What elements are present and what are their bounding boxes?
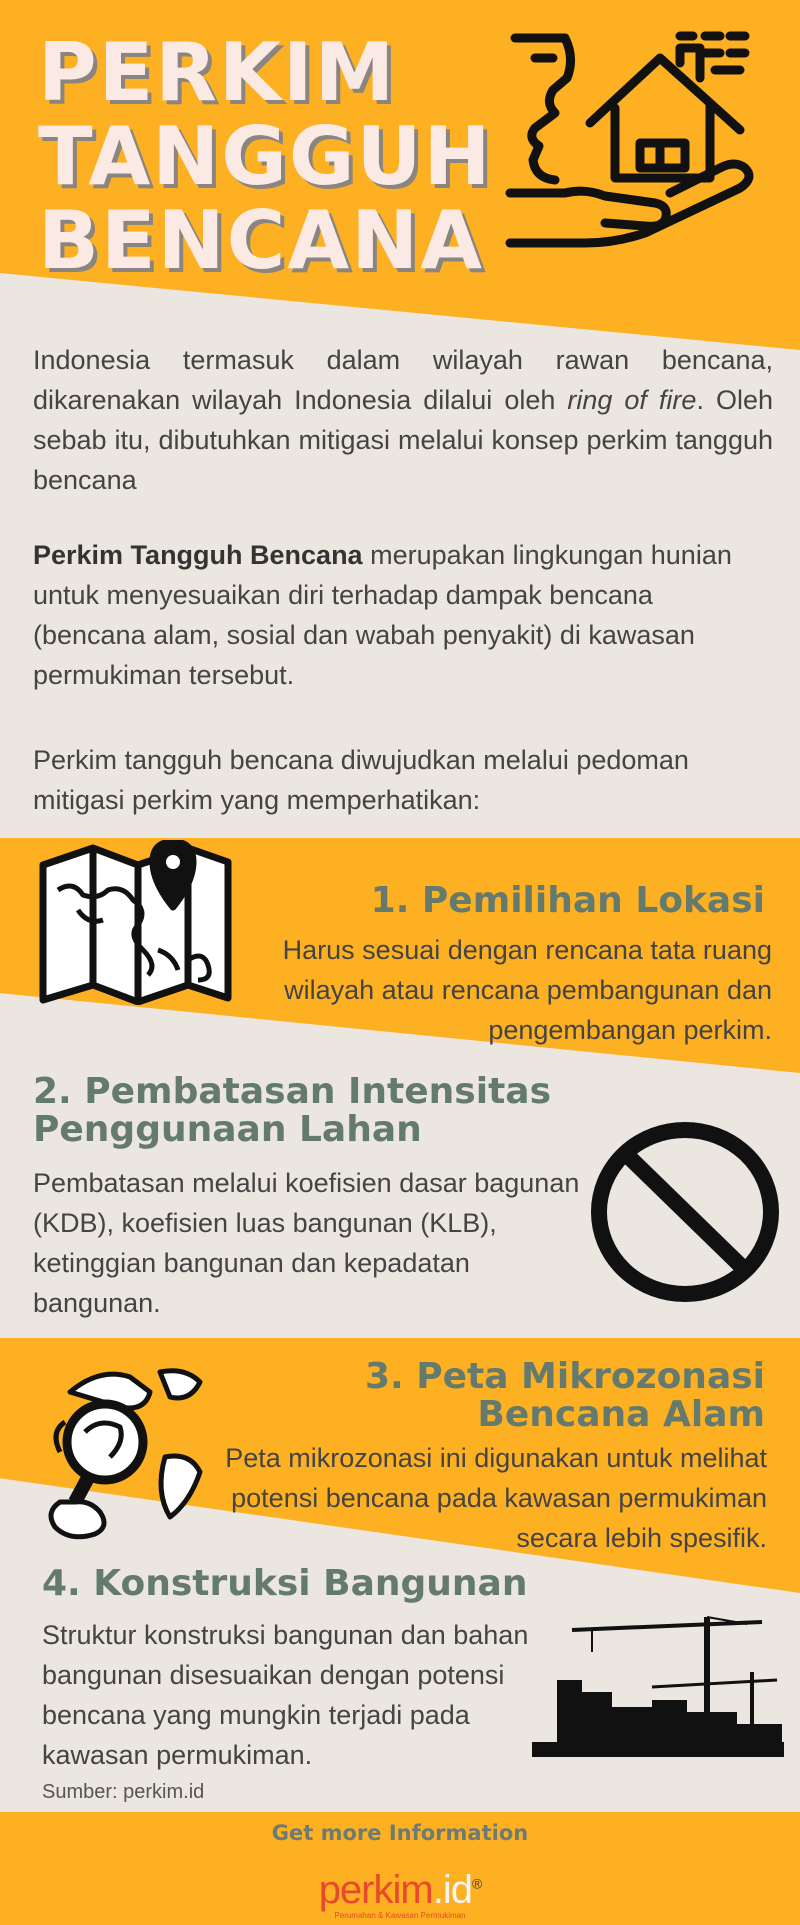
item-1-title: 1. Pemilihan Lokasi	[370, 880, 765, 921]
logo-dot-text: .id	[432, 1868, 472, 1912]
item-1-body: Harus sesuai dengan rencana tata ruang wilayah atau rencana pembangunan dan pengembangan perkim.	[282, 935, 772, 1045]
logo-registered-mark: ®	[471, 1875, 482, 1892]
item-3-title: 3. Peta Mikrozonasi Bencana Alam	[364, 1356, 765, 1435]
intro-paragraph-2	[33, 535, 743, 695]
intro-ring-of-fire: ring of fire	[567, 385, 697, 415]
intro-text-1b: . Oleh sebab itu, dibutuhkan mitigasi melalui konsep perkim tangguh bencana	[33, 385, 773, 495]
title-line-1: PERKIM	[38, 26, 397, 119]
item-2-title: 2. Pembatasan Intensitas Penggunaan Lahan	[33, 1071, 551, 1150]
house-in-hand-icon	[505, 28, 755, 273]
construction-crane-icon	[532, 1612, 784, 1757]
logo-main-text: perkim	[318, 1868, 433, 1912]
item-4-body: Struktur konstruksi bangunan dan bahan bangunan disesuaikan dengan potensi bencana yang mungkin terjadi pada kawasan permukiman.	[42, 1620, 529, 1770]
magnifier-world-icon	[40, 1362, 205, 1542]
intro-paragraph-3: Perkim tangguh bencana diwujudkan melalui pedoman mitigasi perkim yang memperhatikan:	[33, 745, 689, 815]
item-2-body: Pembatasan melalui koefisien dasar bagunan (KDB), koefisien luas bangunan (KLB), ketinggian bangunan dan kepadatan bangunan.	[33, 1168, 580, 1318]
source-note: Sumber: perkim.id	[42, 1781, 205, 1803]
footer-cta[interactable]: Get more Information	[271, 1821, 529, 1845]
item-4-title: 4. Konstruksi Bangunan	[42, 1563, 528, 1604]
logo-subtitle: Perumahan & Kawasan Permukiman	[334, 1911, 466, 1920]
item-3-body: Peta mikrozonasi ini digunakan untuk melihat potensi bencana pada kawasan permukiman secara lebih spesifik.	[225, 1443, 767, 1553]
intro-text-1a: Indonesia termasuk dalam wilayah rawan bencana, dikarenakan wilayah Indonesia dilalui oleh	[33, 345, 773, 415]
intro-bold-term: Perkim Tangguh Bencana	[33, 540, 363, 570]
map-pin-icon	[38, 840, 233, 1005]
title-line-2: TANGGUH	[38, 110, 493, 203]
intro-paragraph-1	[33, 340, 773, 500]
title-line-3: BENCANA	[38, 194, 485, 287]
footer-logo[interactable]	[0, 1868, 800, 1913]
intro-text-2: merupakan lingkungan hunian untuk menyesuaikan diri terhadap dampak bencana (bencana alam, sosial dan wabah penyakit) di kawasan permukiman tersebut.	[33, 540, 732, 690]
prohibited-icon	[588, 1118, 783, 1306]
